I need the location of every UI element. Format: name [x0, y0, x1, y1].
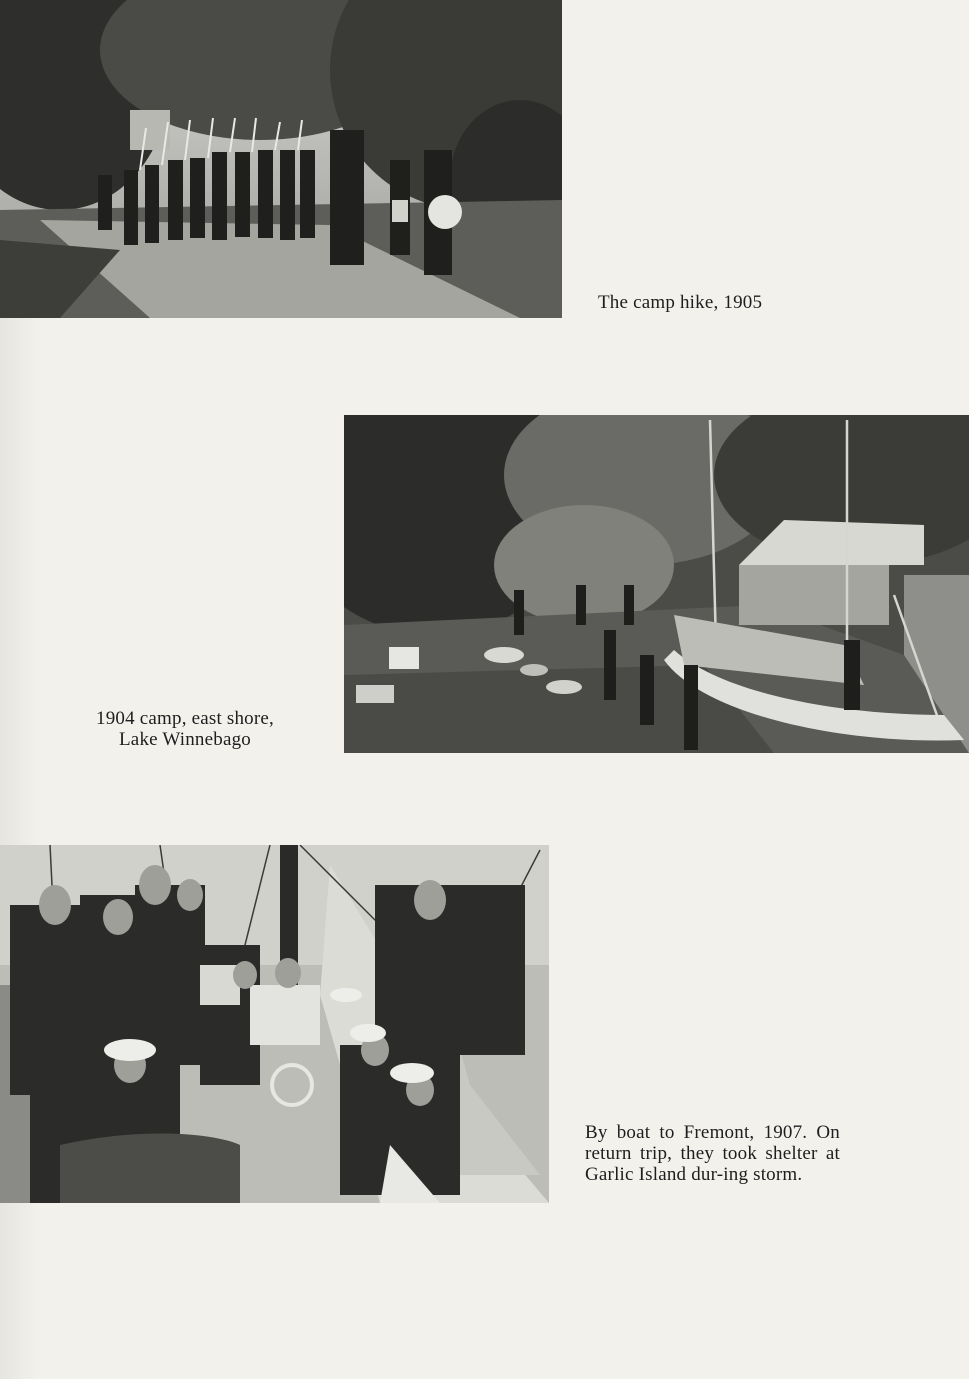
- photo-boat-to-fremont: [0, 845, 549, 1203]
- caption-1904-camp-line-1: 1904 camp, east shore,: [96, 708, 274, 729]
- caption-1904-camp: [60, 708, 310, 750]
- caption-1904-camp-line-2: Lake Winnebago: [119, 729, 251, 750]
- caption-boat-to-fremont: By boat to Fremont, 1907. On return trip, they took shelter at Garlic Island dur-ing storm.: [585, 1122, 840, 1185]
- photo-1904-camp: [344, 415, 969, 753]
- photo-camp-hike: [0, 0, 562, 318]
- caption-camp-hike: The camp hike, 1905: [598, 292, 763, 313]
